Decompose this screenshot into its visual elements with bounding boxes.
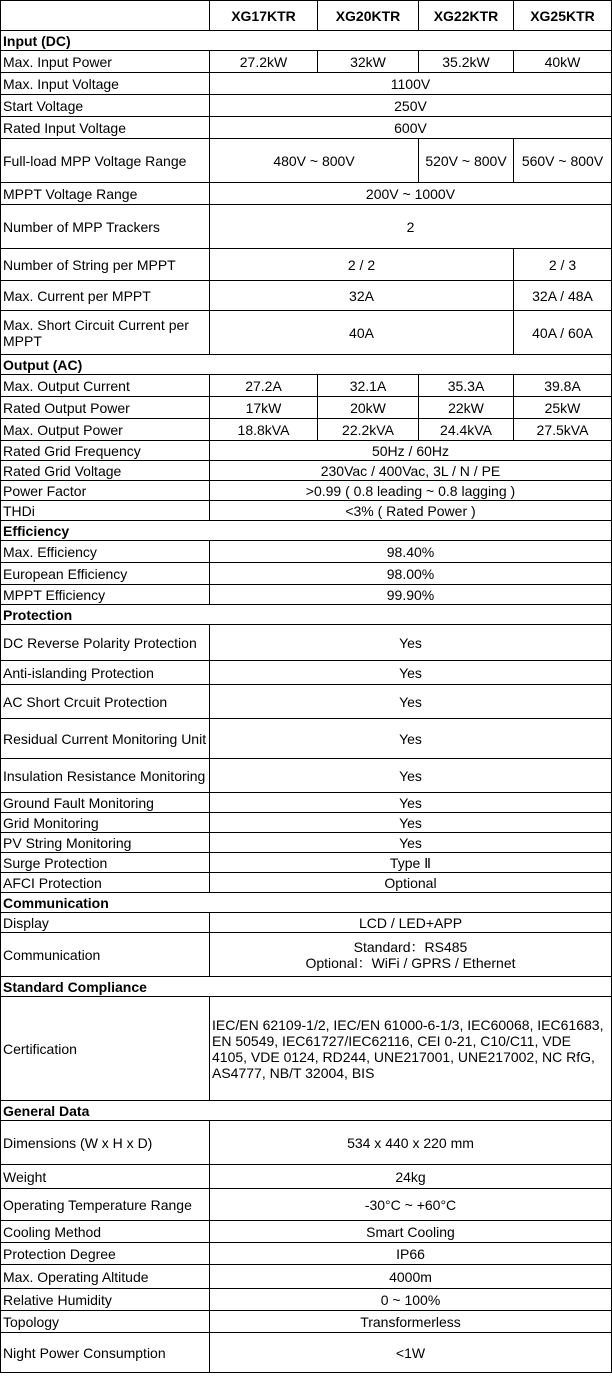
spec-label: Topology [1, 1311, 210, 1333]
spec-value: 32A / 48A [514, 281, 612, 311]
spec-value: 480V ~ 800V [210, 139, 419, 183]
model-header-3: XG22KTR [419, 1, 514, 31]
spec-label: European Efficiency [1, 563, 210, 585]
spec-value: 25kW [514, 397, 612, 419]
spec-label: Insulation Resistance Monitoring [1, 759, 210, 793]
section-row [1, 977, 612, 997]
spec-value: Yes [210, 759, 612, 793]
spec-row [1, 661, 612, 685]
spec-row [1, 117, 612, 139]
spec-value: 17kW [210, 397, 318, 419]
section-row [1, 893, 612, 913]
spec-row [1, 501, 612, 521]
spec-value: 2 [210, 205, 612, 249]
spec-value: Yes [210, 833, 612, 853]
spec-row [1, 311, 612, 355]
spec-row [1, 1265, 612, 1289]
spec-value: 39.8A [514, 375, 612, 397]
spec-label: Anti-islanding Protection [1, 661, 210, 685]
spec-row [1, 759, 612, 793]
header-corner-cell [1, 1, 210, 31]
section-row [1, 521, 612, 541]
spec-row [1, 419, 612, 441]
spec-row [1, 249, 612, 281]
spec-value: 200V ~ 1000V [210, 183, 612, 205]
section-title: Protection [1, 605, 612, 625]
section-row [1, 31, 612, 51]
spec-row [1, 541, 612, 563]
spec-value: Yes [210, 661, 612, 685]
spec-value: Smart Cooling [210, 1221, 612, 1243]
spec-value: 32kW [318, 51, 419, 73]
spec-row [1, 585, 612, 605]
spec-value: Yes [210, 719, 612, 759]
spec-row [1, 73, 612, 95]
model-header-4: XG25KTR [514, 1, 612, 31]
spec-value: 520V ~ 800V [419, 139, 514, 183]
spec-label: PV String Monitoring [1, 833, 210, 853]
spec-value: Yes [210, 813, 612, 833]
spec-label: Protection Degree [1, 1243, 210, 1265]
spec-value: 35.3A [419, 375, 514, 397]
spec-value: Optional [210, 873, 612, 893]
spec-label: Max. Output Power [1, 419, 210, 441]
spec-label: Certification [1, 997, 210, 1101]
spec-row [1, 1189, 612, 1221]
spec-value: 98.00% [210, 563, 612, 585]
spec-value: 24.4kVA [419, 419, 514, 441]
spec-row [1, 205, 612, 249]
spec-label: Rated Input Voltage [1, 117, 210, 139]
spec-label: Operating Temperature Range [1, 1189, 210, 1221]
spec-value: Yes [210, 625, 612, 661]
spec-value: 2 / 3 [514, 249, 612, 281]
spec-label: THDi [1, 501, 210, 521]
spec-label: Rated Grid Voltage [1, 461, 210, 481]
spec-value: Transformerless [210, 1311, 612, 1333]
model-header-2: XG20KTR [318, 1, 419, 31]
spec-label: Residual Current Monitoring Unit [1, 719, 210, 759]
spec-label: Number of MPP Trackers [1, 205, 210, 249]
spec-row [1, 813, 612, 833]
spec-row [1, 481, 612, 501]
spec-label: Number of String per MPPT [1, 249, 210, 281]
spec-row [1, 853, 612, 873]
spec-row [1, 793, 612, 813]
spec-value: 0 ~ 100% [210, 1289, 612, 1311]
spec-label: Max. Short Circuit Current per MPPT [1, 311, 210, 355]
spec-value: 534 x 440 x 220 mm [210, 1121, 612, 1165]
spec-value: 98.40% [210, 541, 612, 563]
spec-value: 18.8kVA [210, 419, 318, 441]
section-row [1, 355, 612, 375]
spec-value: Yes [210, 793, 612, 813]
spec-value: 22kW [419, 397, 514, 419]
spec-value: 99.90% [210, 585, 612, 605]
spec-row [1, 139, 612, 183]
spec-value: <1W [210, 1333, 612, 1373]
section-title: Communication [1, 893, 612, 913]
spec-value: LCD / LED+APP [210, 913, 612, 933]
spec-row [1, 719, 612, 759]
spec-label: Full-load MPP Voltage Range [1, 139, 210, 183]
spec-value: -30°C ~ +60°C [210, 1189, 612, 1221]
spec-label: Grid Monitoring [1, 813, 210, 833]
spec-row [1, 563, 612, 585]
spec-value: Yes [210, 685, 612, 719]
spec-value: 35.2kW [419, 51, 514, 73]
spec-row [1, 933, 612, 977]
spec-label: Power Factor [1, 481, 210, 501]
spec-label: Weight [1, 1165, 210, 1189]
spec-row [1, 441, 612, 461]
spec-row [1, 997, 612, 1101]
spec-value: 230Vac / 400Vac, 3L / N / PE [210, 461, 612, 481]
spec-value: 20kW [318, 397, 419, 419]
spec-row [1, 461, 612, 481]
spec-value: 4000m [210, 1265, 612, 1289]
section-title: Efficiency [1, 521, 612, 541]
spec-value: Standard：RS485 Optional：WiFi / GPRS / Ethernet [210, 933, 612, 977]
spec-table-body [1, 31, 612, 1373]
spec-row [1, 51, 612, 73]
spec-label: AFCI Protection [1, 873, 210, 893]
spec-label: Max. Current per MPPT [1, 281, 210, 311]
spec-label: Rated Output Power [1, 397, 210, 419]
spec-value: <3% ( Rated Power ) [210, 501, 612, 521]
spec-value: 2 / 2 [210, 249, 514, 281]
spec-label: Max. Output Current [1, 375, 210, 397]
spec-row [1, 1243, 612, 1265]
spec-value: 40kW [514, 51, 612, 73]
spec-row [1, 95, 612, 117]
spec-value: 27.2A [210, 375, 318, 397]
spec-row [1, 685, 612, 719]
spec-value: 560V ~ 800V [514, 139, 612, 183]
spec-label: Rated Grid Frequency [1, 441, 210, 461]
spec-label: Relative Humidity [1, 1289, 210, 1311]
spec-table-header [1, 1, 612, 31]
section-title: General Data [1, 1101, 612, 1121]
spec-row [1, 183, 612, 205]
section-row [1, 1101, 612, 1121]
spec-value: 24kg [210, 1165, 612, 1189]
spec-value: Type Ⅱ [210, 853, 612, 873]
spec-value: 1100V [210, 73, 612, 95]
spec-row [1, 913, 612, 933]
spec-label: Communication [1, 933, 210, 977]
spec-row [1, 1121, 612, 1165]
spec-row [1, 397, 612, 419]
spec-value: 32.1A [318, 375, 419, 397]
spec-label: Max. Operating Altitude [1, 1265, 210, 1289]
spec-row [1, 625, 612, 661]
spec-value: 600V [210, 117, 612, 139]
spec-row [1, 1311, 612, 1333]
spec-label: AC Short Crcuit Protection [1, 685, 210, 719]
spec-label: Start Voltage [1, 95, 210, 117]
section-title: Standard Compliance [1, 977, 612, 997]
spec-label: Surge Protection [1, 853, 210, 873]
spec-label: Max. Efficiency [1, 541, 210, 563]
spec-row [1, 833, 612, 853]
spec-value: 250V [210, 95, 612, 117]
spec-row [1, 1221, 612, 1243]
spec-label: Max. Input Power [1, 51, 210, 73]
spec-row [1, 873, 612, 893]
spec-label: Display [1, 913, 210, 933]
spec-label: Cooling Method [1, 1221, 210, 1243]
spec-value: 40A [210, 311, 514, 355]
spec-value: >0.99 ( 0.8 leading ~ 0.8 lagging ) [210, 481, 612, 501]
spec-value: 50Hz / 60Hz [210, 441, 612, 461]
spec-label: MPPT Voltage Range [1, 183, 210, 205]
spec-label: DC Reverse Polarity Protection [1, 625, 210, 661]
spec-value: IEC/EN 62109-1/2, IEC/EN 61000-6-1/3, IEC60068, IEC61683, EN 50549, IEC61727/IEC62116, CEI 0-21, C10/C11, VDE 4105, VDE 0124, RD244, UNE217001, UNE217002, NC RfG, AS4777, NB/T 32004, BIS [210, 997, 612, 1101]
section-title: Output (AC) [1, 355, 612, 375]
spec-row [1, 1165, 612, 1189]
spec-value: 32A [210, 281, 514, 311]
spec-value: 40A / 60A [514, 311, 612, 355]
spec-row [1, 375, 612, 397]
spec-value: 22.2kVA [318, 419, 419, 441]
spec-value: 27.2kW [210, 51, 318, 73]
spec-row [1, 1289, 612, 1311]
spec-value: 27.5kVA [514, 419, 612, 441]
spec-row [1, 1333, 612, 1373]
spec-label: MPPT Efficiency [1, 585, 210, 605]
section-title: Input (DC) [1, 31, 612, 51]
spec-value: IP66 [210, 1243, 612, 1265]
spec-label: Night Power Consumption [1, 1333, 210, 1373]
spec-label: Dimensions (W x H x D) [1, 1121, 210, 1165]
model-header-1: XG17KTR [210, 1, 318, 31]
spec-label: Max. Input Voltage [1, 73, 210, 95]
spec-label: Ground Fault Monitoring [1, 793, 210, 813]
section-row [1, 605, 612, 625]
spec-row [1, 281, 612, 311]
